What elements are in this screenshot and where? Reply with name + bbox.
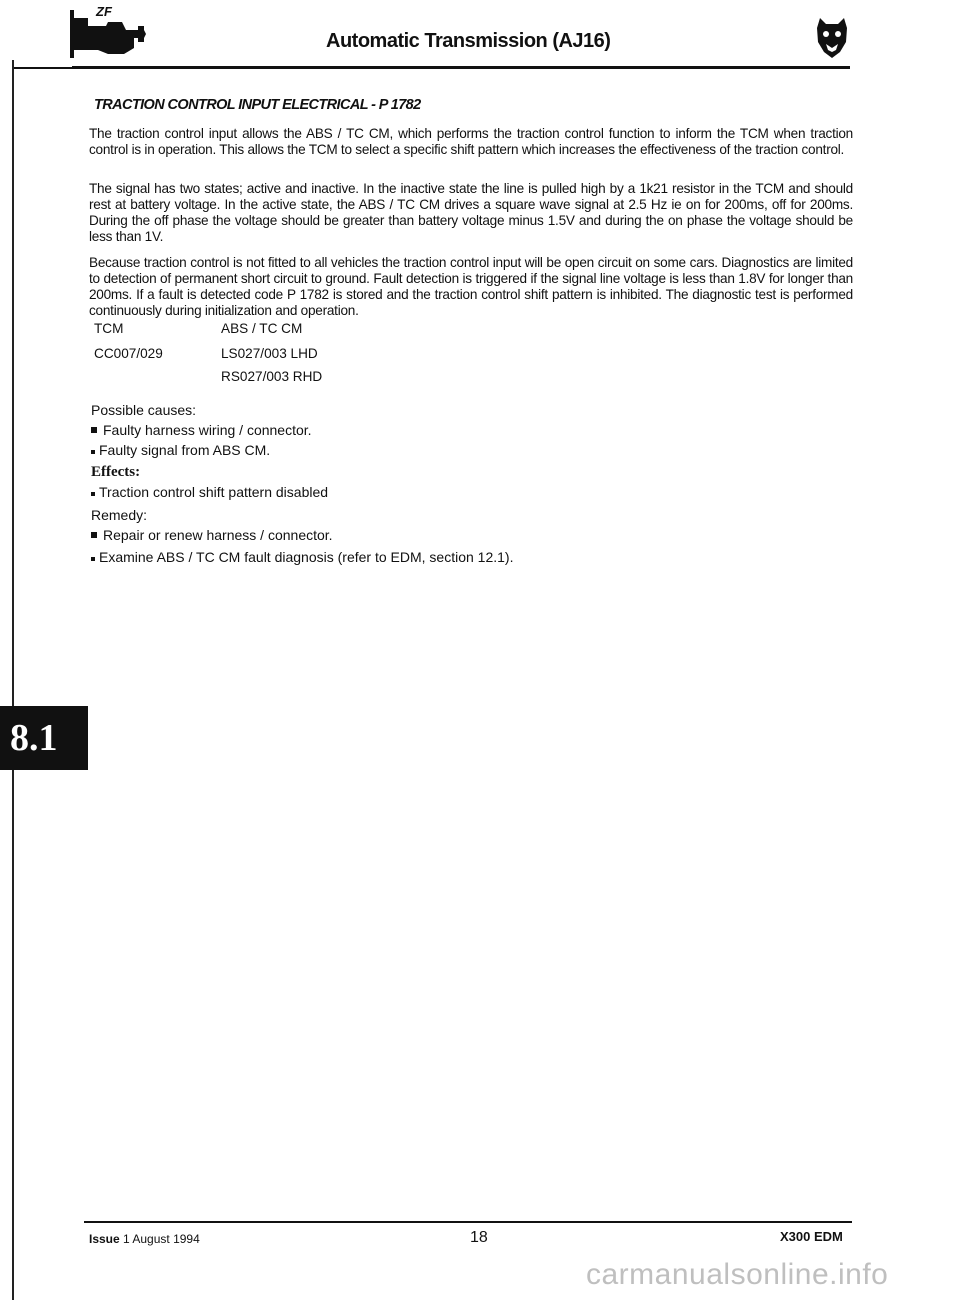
jaguar-logo-icon <box>814 14 850 60</box>
abs-connector-rhd: RS027/003 RHD <box>221 369 323 384</box>
bullet-icon <box>91 532 97 538</box>
cause-item: Faulty signal from ABS CM. <box>91 442 270 458</box>
body-paragraph-1: The traction control input allows the ABS / TC CM, which performs the traction control function to inform the TCM when traction control is in operation. This allows the TCM to select a specific shift pattern which increases the effectiveness of the traction control. <box>89 126 853 157</box>
section-tab-label: 8.1 <box>10 717 58 759</box>
abs-column-header: ABS / TC CM <box>221 321 303 336</box>
header-rule-left <box>14 67 72 69</box>
remedy-item: Repair or renew harness / connector. <box>91 527 333 543</box>
remedy-label: Remedy: <box>91 507 148 523</box>
page-left-border <box>12 60 14 1300</box>
cause-item: Faulty harness wiring / connector. <box>91 422 312 438</box>
causes-label: Possible causes: <box>91 402 197 418</box>
bullet-icon <box>91 427 97 433</box>
abs-connector-lhd: LS027/003 LHD <box>221 346 318 361</box>
bullet-icon <box>91 557 95 561</box>
effects-label: Effects: <box>91 464 141 480</box>
tcm-column-header: TCM <box>94 321 124 336</box>
footer-issue: Issue 1 August 1994 <box>89 1232 200 1246</box>
tcm-connector: CC007/029 <box>94 346 163 361</box>
page-header-title: Automatic Transmission (AJ16) <box>326 30 611 52</box>
page-number: 18 <box>470 1229 488 1246</box>
zf-logo-text: ZF <box>96 4 112 19</box>
watermark: carmanualsonline.info <box>586 1258 889 1291</box>
bullet-icon <box>91 492 95 496</box>
bullet-icon <box>91 450 95 454</box>
document-code: X300 EDM <box>780 1229 843 1244</box>
footer-rule <box>84 1221 852 1223</box>
section-title: TRACTION CONTROL INPUT ELECTRICAL - P 1782 <box>94 97 421 113</box>
body-paragraph-3: Because traction control is not fitted to all vehicles the traction control input will be open circuit on some cars. Diagnostics are limited to detection of permanent short circuit to ground. Fault detection is triggered if the signal line voltage is less than 1.8V for longer than 200ms. If a fault is detected code P 1782 is stored and the traction control shift pattern is inhibited. The diagnostic test is performed continuously during initialization and operation. <box>89 255 853 318</box>
effect-item: Traction control shift pattern disabled <box>91 484 328 500</box>
body-paragraph-2: The signal has two states; active and inactive. In the inactive state the line is pulled high by a 1k21 resistor in the TCM and should rest at battery voltage. In the active state, the ABS / TC CM drives a square wave signal at 2.5 Hz ie on for 200ms, off for 200ms. During the off phase the voltage should be greater than battery voltage minus 1.5V and during the on phase the voltage should be less than 1V. <box>89 181 853 244</box>
header-rule <box>72 66 850 69</box>
remedy-item: Examine ABS / TC CM fault diagnosis (refer to EDM, section 12.1). <box>91 549 513 565</box>
